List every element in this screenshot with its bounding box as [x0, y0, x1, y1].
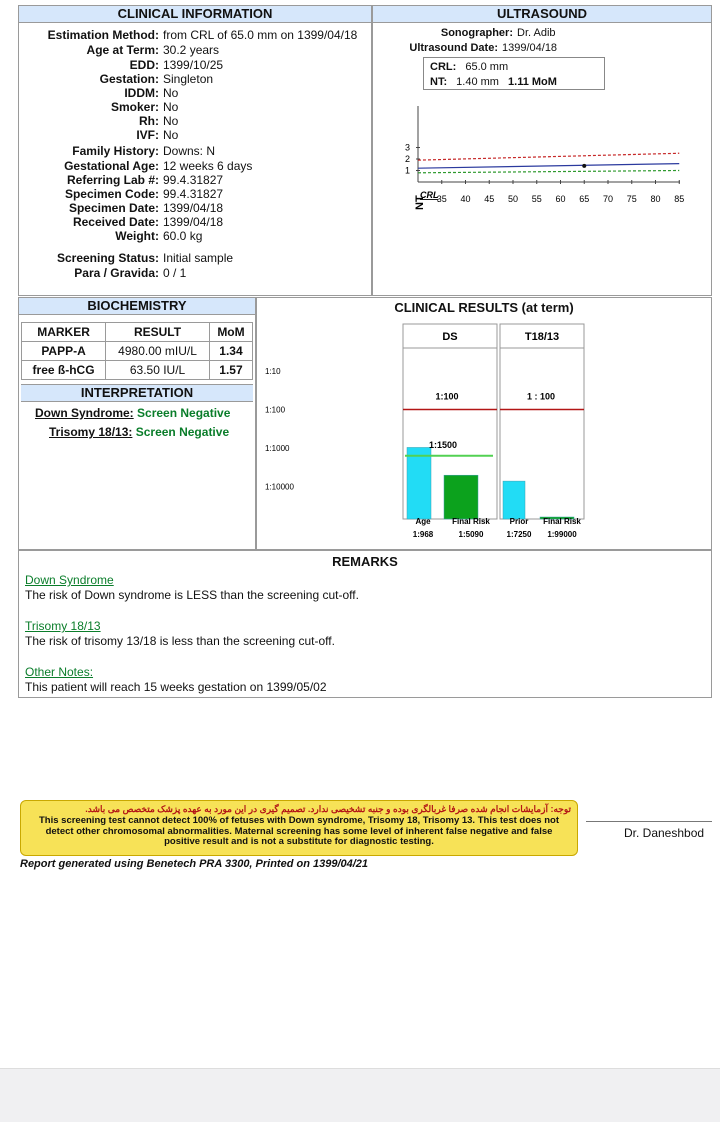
y-axis-label: NT [414, 195, 426, 210]
clinical-row-value: 60.0 kg [163, 229, 203, 243]
clinical-row-label: Gestation: [99, 72, 159, 86]
risk-bottom-label: Age [415, 517, 431, 526]
t18-column-label: T18/13 [524, 331, 560, 343]
remark-notes-heading: Other Notes: [25, 665, 94, 679]
remarks-title: REMARKS [332, 554, 398, 569]
crl-nt-box [423, 57, 605, 90]
x-tick-label: 80 [650, 194, 661, 204]
report-footer: Report generated using Benetech PRA 3300, Printed on 1399/04/21 [20, 858, 369, 870]
risk-bottom-label: Final Risk [452, 517, 490, 526]
us-date-value: 1399/04/18 [502, 42, 558, 54]
remark-down-heading: Down Syndrome [25, 573, 114, 587]
clinical-row-label: Rh: [139, 114, 159, 128]
clinical-row-value: Downs: N [163, 144, 216, 158]
nt-upper-line [418, 153, 679, 160]
x-tick-label: 45 [484, 194, 495, 204]
clinical-row-label: Weight: [115, 229, 159, 243]
x-tick-label: 85 [674, 194, 685, 204]
clinical-row-label: Smoker: [110, 100, 159, 114]
clinical-row-label: Specimen Code: [64, 187, 159, 201]
remark-trisomy-heading: Trisomy 18/13 [25, 619, 101, 633]
clinical-row-label: Screening Status: [56, 251, 159, 265]
risk-bottom-value: 1:99000 [547, 530, 577, 539]
down-result: Screen Negative [137, 406, 231, 420]
clinical-row-value: 1399/04/18 [163, 215, 224, 229]
remarks-panel [18, 550, 712, 698]
col-marker: MARKER [22, 323, 106, 342]
clinical-row-label: EDD: [129, 58, 159, 72]
col-mom: MoM [209, 323, 252, 342]
ds-column-label: DS [442, 331, 458, 343]
ds-age-marker-label: 1:1500 [429, 439, 458, 450]
nt-crl-chart [373, 100, 711, 220]
risk-bar [444, 475, 478, 519]
crl-label: CRL: [430, 61, 457, 73]
risk-bar [407, 447, 431, 519]
risk-y-tick-label: 1:10 [265, 367, 281, 376]
clinical-row-label: Age at Term: [86, 43, 159, 57]
risk-chart [257, 318, 711, 549]
table-row [22, 361, 253, 380]
clinical-row-value: 1399/04/18 [163, 201, 224, 215]
clinical-row-value: No [163, 100, 179, 114]
clinical-info-title: CLINICAL INFORMATION [19, 6, 371, 23]
results-title: CLINICAL RESULTS (at term) [394, 300, 574, 315]
risk-bottom-value: 1:5090 [458, 530, 484, 539]
col-result: RESULT [106, 323, 210, 342]
risk-y-tick-label: 1:10000 [265, 482, 294, 492]
ultrasound-panel [372, 5, 712, 296]
risk-bottom-value: 1:7250 [506, 530, 532, 539]
clinical-row-label: IDDM: [124, 86, 159, 100]
x-tick-label: 50 [508, 194, 519, 204]
x-tick-label: 60 [555, 194, 566, 204]
sonographer-label: Sonographer: [440, 27, 513, 39]
x-tick-label: 75 [626, 194, 637, 204]
clinical-row-label: Family History: [72, 144, 159, 158]
nt-mom: 1.11 MoM [508, 76, 557, 88]
bottom-bar [0, 1068, 720, 1122]
result-cell: 4980.00 mIU/L [106, 342, 210, 361]
clinical-row-value: Singleton [163, 72, 214, 86]
clinical-row-label: Para / Gravida: [74, 266, 159, 280]
clinical-row-value: No [163, 86, 179, 100]
clinical-row-value: 99.4.31827 [163, 173, 224, 187]
marker-cell: free ß-hCG [22, 361, 106, 380]
nt-measurement-point [582, 164, 586, 168]
clinical-row-label: IVF: [136, 128, 159, 142]
clinical-row-value: Initial sample [163, 251, 234, 265]
trisomy-interpretation [49, 425, 229, 439]
y-tick-label: 2 [405, 154, 411, 164]
signature-line [586, 821, 712, 822]
clinical-row-value: from CRL of 65.0 mm on 1399/04/18 [163, 28, 358, 42]
clinical-info-panel [18, 5, 372, 296]
clinical-row-label: Estimation Method: [47, 28, 159, 42]
risk-bottom-label: Prior [509, 517, 529, 526]
nt-lower-line [418, 171, 679, 173]
result-cell: 63.50 IU/L [106, 361, 210, 380]
x-tick-label: 70 [603, 194, 614, 204]
clinical-row-value: 30.2 years [163, 43, 220, 57]
clinical-row-value: 12 weeks 6 days [163, 159, 253, 173]
clinical-row-value: No [163, 114, 179, 128]
clinical-row-value: 99.4.31827 [163, 187, 224, 201]
down-label: Down Syndrome: [35, 406, 134, 420]
sonographer-value: Dr. Adib [517, 27, 556, 39]
y-tick-label: 1 [405, 165, 411, 176]
disclaimer-english: This screening test cannot detect 100% of fetuses with Down syndrome, Trisomy 18, Trisomy 13. This test does not detect other chromosomal abnormalities. Maternal screening has some level of inherent false negative and false positive result and is not a substitute for diagnostic testing. [39, 815, 559, 847]
crl-value: 65.0 mm [465, 61, 509, 73]
risk-y-tick-label: 1:1000 [265, 444, 290, 453]
t18-cutoff-label: 1 : 100 [526, 391, 556, 402]
clinical-row-value: 1399/10/25 [163, 58, 224, 72]
remark-trisomy-text: The risk of trisomy 13/18 is less than the screening cut-off. [25, 634, 335, 648]
y-tick-label: 3 [405, 142, 411, 153]
clinical-row-value: 0 / 1 [163, 266, 187, 280]
clinical-row-value: No [163, 128, 179, 142]
disclaimer-box [20, 800, 578, 856]
x-tick-label: 65 [579, 194, 590, 204]
trisomy-label: Trisomy 18/13: [49, 425, 133, 439]
biochemistry-panel [18, 297, 256, 550]
ds-cutoff-label: 1:100 [435, 391, 459, 402]
disclaimer-persian: توجه: آزمایشات انجام شده صرفا غربالگری بوده و جنبه تشخیصی ندارد. تصمیم گیری در این مورد به عهده پزشک متخصص می باشد. [85, 804, 571, 814]
x-tick-label: 40 [460, 194, 471, 204]
nt-label: NT: [430, 76, 448, 88]
clinical-row-label: Referring Lab #: [66, 173, 159, 187]
risk-bottom-label: Final Risk [543, 517, 581, 526]
nt-median-line [418, 164, 679, 169]
risk-bar [503, 481, 525, 519]
mom-cell: 1.57 [209, 361, 252, 380]
table-row [22, 342, 253, 361]
marker-cell: PAPP-A [22, 342, 106, 361]
clinical-results-panel [256, 297, 712, 550]
remark-notes-text: This patient will reach 15 weeks gestation on 1399/05/02 [25, 680, 327, 694]
down-interpretation [35, 406, 230, 420]
biochemistry-table [21, 322, 253, 380]
clinical-row-label: Gestational Age: [64, 159, 159, 173]
nt-value: 1.40 mm [456, 76, 499, 88]
signature: Dr. Daneshbod [624, 826, 705, 840]
risk-bottom-value: 1:968 [412, 530, 434, 539]
us-date-label: Ultrasound Date: [409, 42, 498, 54]
x-tick-label: 55 [531, 194, 542, 204]
clinical-row-label: Specimen Date: [68, 201, 159, 215]
biochemistry-title: BIOCHEMISTRY [19, 298, 255, 315]
x-tick-label: 35 [436, 194, 447, 204]
ultrasound-title: ULTRASOUND [373, 6, 711, 23]
x-axis-label: CRL [420, 190, 439, 200]
mom-cell: 1.34 [209, 342, 252, 361]
clinical-row-label: Received Date: [72, 215, 159, 229]
risk-y-tick-label: 1:100 [265, 405, 286, 415]
remark-down-text: The risk of Down syndrome is LESS than the screening cut-off. [25, 588, 359, 602]
interpretation-title: INTERPRETATION [21, 384, 253, 402]
trisomy-result: Screen Negative [135, 425, 230, 439]
